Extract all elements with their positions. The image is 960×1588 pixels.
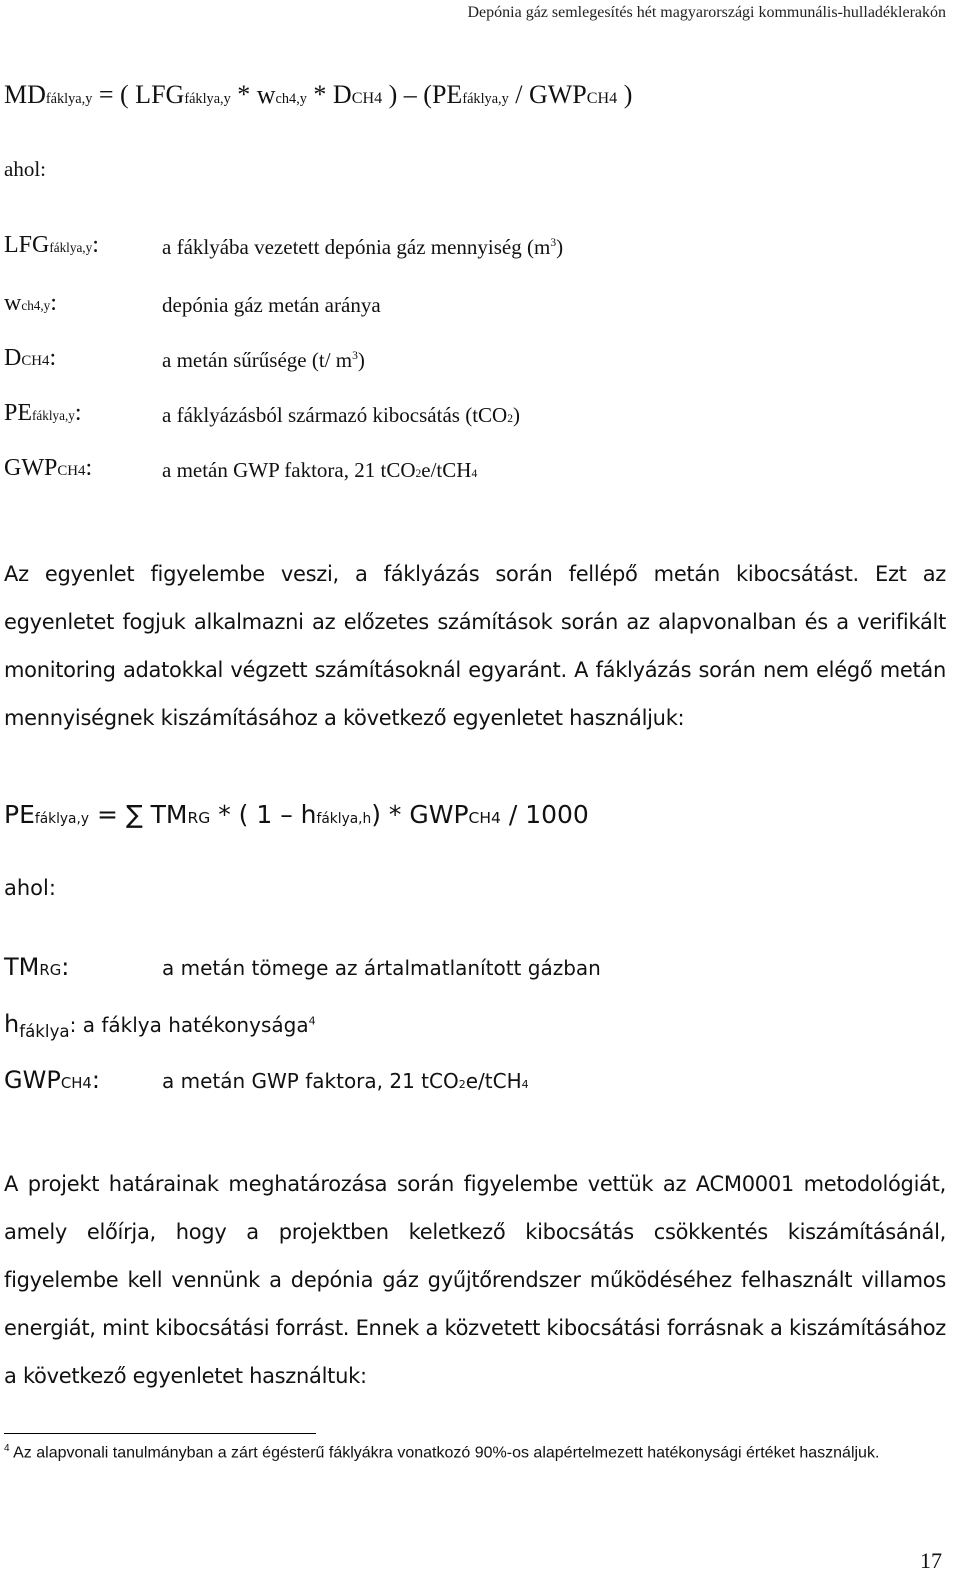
paragraph-project-boundary: A projekt határainak meghatározása során figyelembe vettük az ACM0001 metodológiát, amely előírja, hogy a projektben keletkező kibocsátás csökkentés kiszámításánál, figyelembe kell vennünk a depónia gáz gyűjtőrendszer működéséhez felhasznált villamos energiát, mint kibocsátási forrást. Ennek a közvetett kibocsátási forrásnak a kiszámításához a következő egyenletet használtuk: (4, 1172, 946, 1388)
footnote-4: $^4$ Az alapvonali tanulmányban a zárt égésterű fáklyákra vonatkozó 90%-os alapértelmezett hatékonysági értéket használjuk. (4, 1443, 880, 1462)
def-name-pe: PEfáklya,y: (4, 400, 82, 426)
def-desc-tm: a metán tömege az ártalmatlanított gázban (162, 956, 601, 980)
def-desc-lfg: a fáklyába vezetett depónia gáz mennyiség $(m^3)$ (162, 235, 564, 259)
def-name-d: DCH4: (4, 345, 57, 371)
footnote-rule (4, 1433, 316, 1434)
def-name-w: wch4,y: (4, 290, 57, 316)
page-number: 17 (920, 1548, 942, 1573)
paragraph-flare-equation: Az egyenlet figyelembe veszi, a fáklyázás során fellépő metán kibocsátást. Ezt az egyenletet fogjuk alkalmazni az előzetes számítások során az alapvonalban és a verifikált monitoring adatokkal végzett számításoknál egyaránt. A fáklyázás során nem elégő metán mennyiségnek kiszámításához a következő egyenletet használjuk: (4, 562, 946, 730)
def-h-flare: $h_{fáklya}$: a fáklya hatékonysága$^4$ (4, 1010, 316, 1041)
running-header: Depónia gáz semlegesítés hét magyarországi kommunális-hulladéklerakón (467, 4, 946, 21)
def-name-lfg: LFGfáklya,y: (4, 232, 99, 258)
def-name-tm: TMRG: (4, 953, 70, 981)
def-desc-gwp-2: a metán GWP faktora, 21 tCO2e/tCH4 (162, 1069, 529, 1093)
def-desc-w: depónia gáz metán aránya (162, 293, 381, 317)
def-desc-d: a metán sűrűsége (t/ $m^3$) (162, 348, 365, 372)
def-name-gwp: GWPCH4: (4, 455, 93, 481)
def-desc-pe: a fáklyázásból származó kibocsátás (tCO2) (162, 403, 520, 427)
equation-md-flare: MDfáklya,y = ( LFGfáklya,y * wch4,y * DCH4 ) – (PEfáklya,y / GWPCH4 ) (4, 80, 633, 109)
def-name-gwp-2: GWPCH4: (4, 1066, 100, 1094)
where-label: ahol: (4, 157, 46, 181)
where-label-2: ahol: (4, 876, 56, 900)
equation-pe-flare: PEfáklya,y = ∑ TMRG * ( 1 – hfáklya,h) * GWPCH4 / 1000 (4, 800, 589, 829)
def-desc-gwp: a metán GWP faktora, 21 tCO2e/tCH4 (162, 458, 478, 482)
